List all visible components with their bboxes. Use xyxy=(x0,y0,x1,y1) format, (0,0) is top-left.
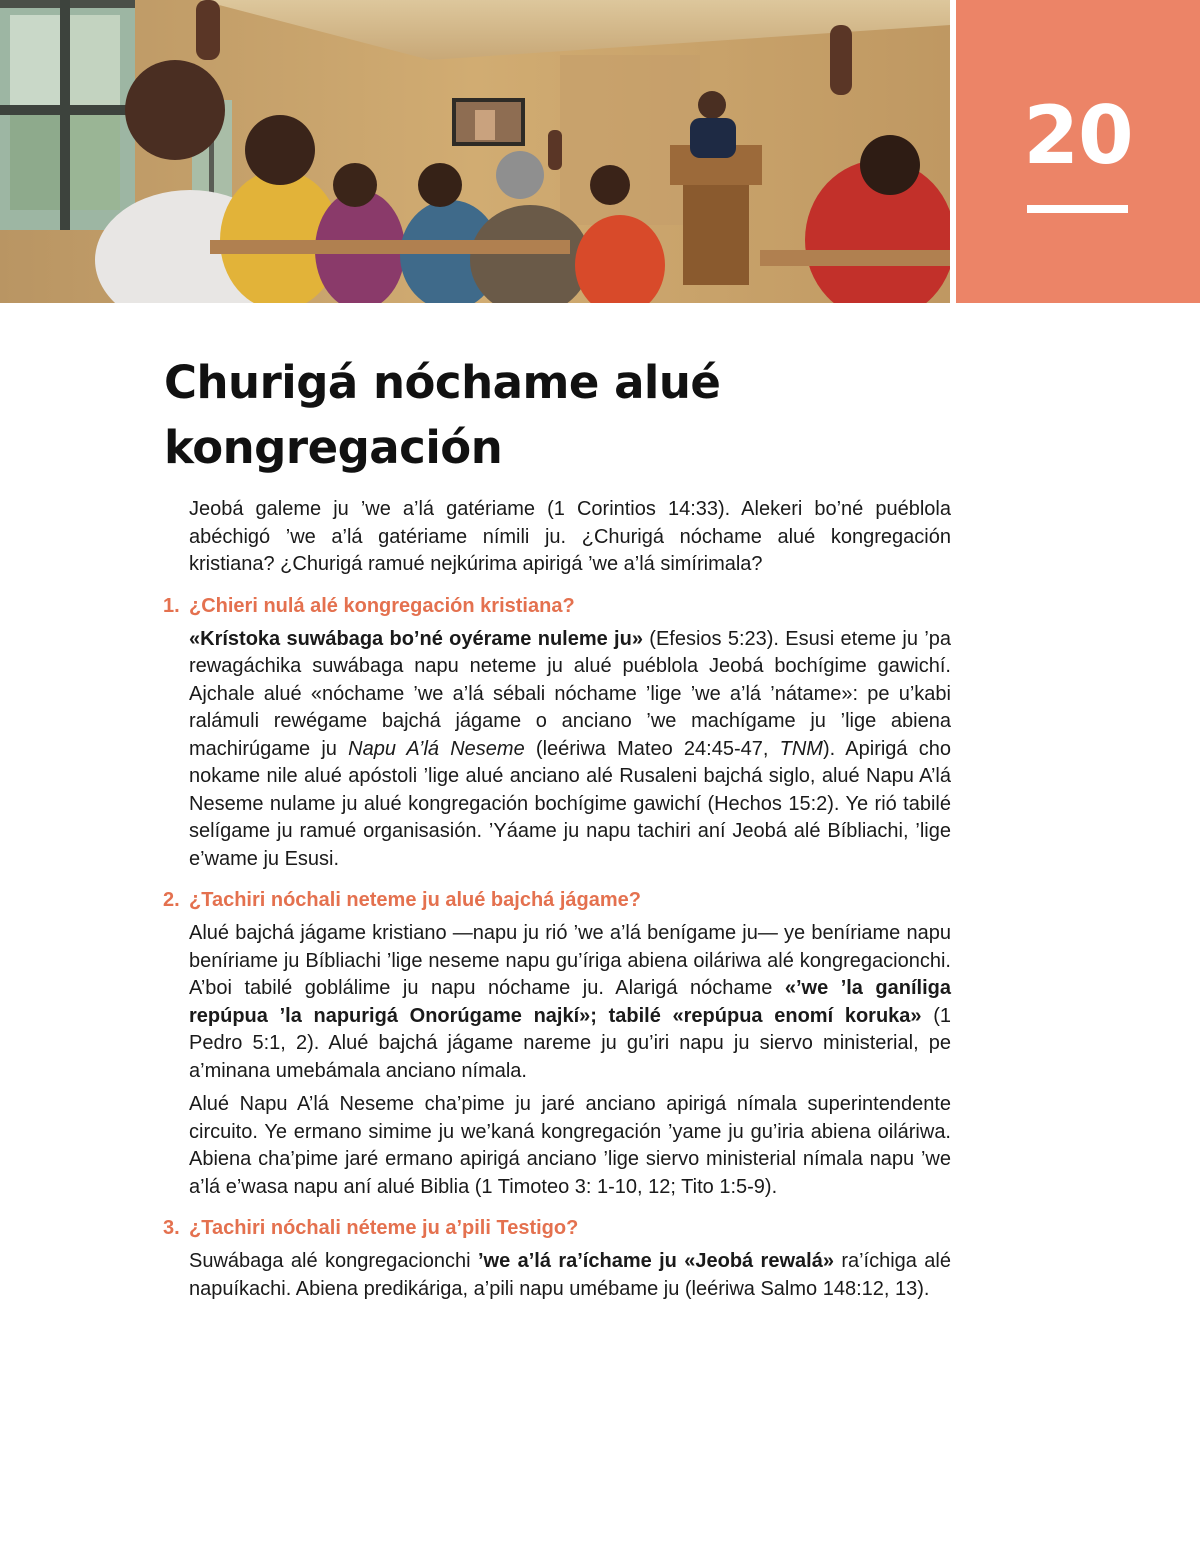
lesson-number-badge xyxy=(956,0,1200,303)
question-number: 2. xyxy=(163,889,180,911)
text-run: (leériwa Mateo 24:45-47, xyxy=(524,737,780,760)
lesson-number: 20 xyxy=(1023,89,1133,182)
question-text: ¿Tachiri nóchali neteme ju alué bajchá jágame? xyxy=(189,889,641,911)
question-heading xyxy=(163,1215,951,1242)
section-3 xyxy=(163,1215,951,1303)
italic-text: TNM xyxy=(779,737,823,760)
question-text: ¿Chieri nulá alé kongregación kristiana? xyxy=(189,594,575,617)
answer xyxy=(189,1248,951,1303)
section-2 xyxy=(163,887,951,1201)
hero-photo-congregation-meeting xyxy=(0,0,950,303)
text-run: Suwábaga alé kongregacionchi xyxy=(189,1250,478,1272)
lesson-content xyxy=(163,496,951,1303)
question-heading xyxy=(163,593,951,620)
question-number: 3. xyxy=(163,1217,180,1239)
text-run: Alué Napu A’lá Neseme cha’pime ju jaré anciano apirigá nímala superintendente circuito. Ye ermano simime ju we’kaná kongregación ’yame ju gu’iria abiena oiláriwa. Abiena cha’pime jaré ermano apirigá anciano ’lige siervo ministerial nímala napu ’we a’lá e’wasa napu aní alué Biblia (1 Timoteo 3: 1-10, 12; Tito 1:5-9). xyxy=(189,1093,951,1198)
text-run: ). Apirigá cho nokame nile alué apóstoli ’lige alué anciano alé Rusaleni bajchá siglo, alué Napu A’lá Neseme nulame ju alué kongregación bochígime gawichí (Hechos 15:2). Ye rió tabilé selígame ju ramué organisasión. ’Yáame ju napu tachiri aní Jeobá alé Bíbliachi, ’lige e’wame ju Esusi. xyxy=(189,737,951,870)
answer-paragraph xyxy=(189,920,951,1085)
question-number: 1. xyxy=(163,594,180,617)
text-run: (1 Pedro 5:1, 2). Alué bajchá jágame nareme ju gu’iri napu ju siervo ministerial, pe a’minana umebámala anciano nímala. xyxy=(189,1004,951,1082)
section-1 xyxy=(163,593,951,874)
bold-text: «’we ’la ganíliga repúpua ’la napurigá Onorúgame najkí»; tabilé «repúpua enomí koruka» xyxy=(189,977,951,1027)
answer-paragraph xyxy=(189,1091,951,1201)
answer xyxy=(189,626,951,874)
italic-text: Napu A’lá Neseme xyxy=(348,737,525,760)
question-text: ¿Tachiri nóchali néteme ju a’pili Testigo? xyxy=(189,1217,579,1239)
sections-list xyxy=(163,593,951,1304)
bold-text: «Krístoka suwábaga bo’né oyérame nuleme ju» xyxy=(189,627,643,650)
answer-paragraph xyxy=(189,626,951,874)
answer xyxy=(189,920,951,1201)
page-title: Churigá nóchame alué kongregación xyxy=(164,356,721,475)
text-run: ra’íchiga alé napuíkachi. Abiena predikáriga, a’pili napu umébame ju (leériwa Salmo 148:12, 13). xyxy=(189,1250,951,1300)
answer-paragraph xyxy=(189,1248,951,1303)
question-heading xyxy=(163,887,951,914)
intro-paragraph: Jeobá galeme ju ’we a’lá gatériame (1 Corintios 14:33). Alekeri bo’né puéblola abéchigó ’we a’lá gatériame nímili ju. ¿Churigá nóchame alué kongregación kristiana? ¿Churigá ramué nejkúrima apirigá ’we a’lá simírimala? xyxy=(189,498,951,575)
bold-text: ’we a’lá ra’íchame ju «Jeobá rewalá» xyxy=(478,1250,834,1272)
lesson-number-underline xyxy=(1027,205,1128,213)
text-run: (Efesios 5:23). Esusi eteme ju ’pa rewagáchika suwábaga napu neteme ju alué puéblola Jeobá bochígime gawichí. Ajchale alué «nóchame ’we a’lá sébali nóchame ’lige ’we a’lá ’nátame»: pe u’kabi ralámuli rewégame bajchá jágame o anciano ’we machígame ju ’lige abiena machirúgame ju xyxy=(189,627,952,760)
text-run: Alué bajchá jágame kristiano —napu ju rió ’we a’lá benígame ju— ye beníriame napu beníriame ju Bíbliachi ’lige neseme napu gu’íriga abiena oiláriwa alé kongregacionchi. A’boi tabilé goblálime ju napu nóchame ju. Alarigá nóchame xyxy=(189,922,951,999)
